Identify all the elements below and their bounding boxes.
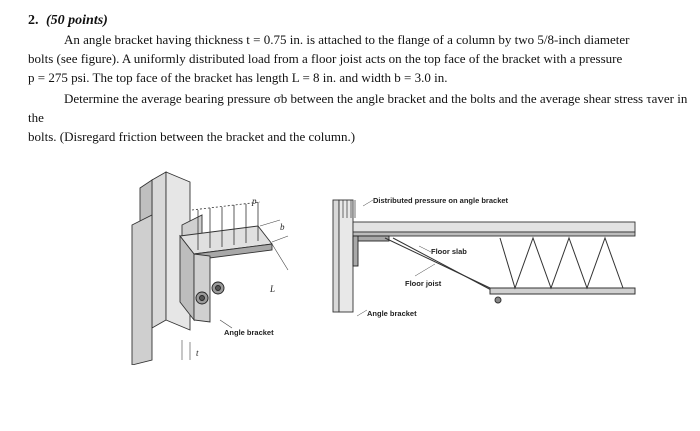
problem-paragraph-2 xyxy=(28,89,688,146)
label-p: p xyxy=(252,196,257,206)
label-floor-slab: Floor slab xyxy=(431,247,467,256)
problem-paragraph-1 xyxy=(28,30,688,87)
problem-points: (50 points) xyxy=(46,13,108,28)
leader-lines xyxy=(357,200,435,316)
para1-line2: bolts (see figure). A uniformly distributed load from a floor joist acts on the top face of the bracket with a pressure xyxy=(28,51,623,66)
label-floor-joist: Floor joist xyxy=(405,279,442,288)
floor-slab xyxy=(353,222,635,236)
side-view-figure xyxy=(315,188,637,333)
angle-bracket-side xyxy=(353,236,389,266)
label-distributed-pressure: Distributed pressure on angle bracket xyxy=(373,196,509,205)
problem-heading xyxy=(28,12,688,30)
para1-line3: p = 275 psi. The top face of the bracket has length L = 8 in. and width b = 3.0 in. xyxy=(28,70,448,85)
label-t: t xyxy=(196,348,199,358)
para1-line1: An angle bracket having thickness t = 0.75 in. is attached to the flange of a column by two 5/8-inch diameter xyxy=(64,32,630,47)
para2-line2: bolts. (Disregard friction between the bracket and the column.) xyxy=(28,129,356,144)
label-L: L xyxy=(270,284,276,294)
label-angle-bracket-left: Angle bracket xyxy=(224,328,274,337)
label-b: b xyxy=(280,222,285,232)
angle-bracket-figure xyxy=(120,170,295,365)
problem-number: 2. xyxy=(28,13,39,28)
label-angle-bracket-right: Angle bracket xyxy=(367,309,417,318)
problem-statement xyxy=(28,12,688,146)
para2-line1: Determine the average bearing pressure σb between the angle bracket and the bolts and the average shear stress τaver in the xyxy=(28,91,688,125)
